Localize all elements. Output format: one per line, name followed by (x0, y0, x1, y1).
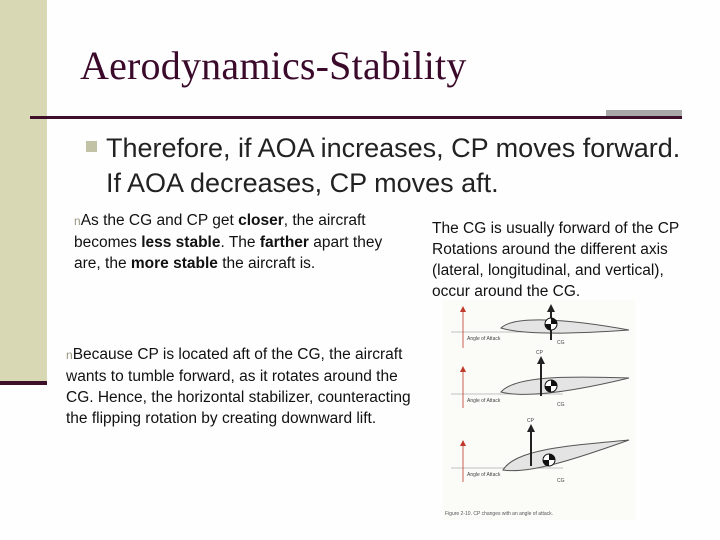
note-emphasis: closer (238, 212, 284, 229)
note-text: As the CG and CP get (80, 212, 239, 229)
note-text: the aircraft is. (217, 255, 316, 272)
square-bullet-icon (86, 141, 97, 152)
slide-title: Aerodynamics-Stability (80, 43, 467, 88)
note-emphasis: less stable (141, 234, 221, 251)
note-line: Rotations around the different axis (432, 241, 668, 258)
note-emphasis: more stable (130, 255, 218, 272)
airfoil-shape (501, 320, 629, 333)
airfoil-panel-mid-aoa (451, 350, 629, 408)
note-line: occur around the CG. (432, 283, 581, 300)
note-text: . The (220, 234, 260, 251)
arrow-head-icon (527, 424, 535, 432)
cg-label: CG (557, 402, 565, 408)
note-line: The CG is usually forward of the CP (432, 220, 680, 237)
note-cg-forward (432, 218, 720, 302)
aoa-label: Angle of Attack (467, 398, 501, 404)
main-bullet (86, 131, 686, 201)
bullet-marker: n (66, 348, 73, 362)
figure-caption: Figure 2-10. CP changes with an angle of attack. (445, 511, 554, 517)
note-emphasis: farther (259, 234, 309, 251)
note-text: Because CP is located aft of the CG, the aircraft wants to tumble forward, as it rotates around the CG. Hence, the horizontal stabilizer, counteracting the flipping rotation by creating downward lift. (66, 346, 411, 427)
left-accent-strip (0, 0, 47, 385)
arrow-head-icon (537, 356, 545, 364)
aoa-label: Angle of Attack (467, 472, 501, 478)
note-stability (74, 210, 404, 274)
note-text: , the aircraft becomes (74, 212, 366, 251)
title-rule (30, 116, 682, 119)
arrow-head-icon (547, 304, 555, 312)
note-cp-aft (66, 344, 411, 429)
note-text: apart they are, the (74, 234, 383, 272)
airfoil-panel-high-aoa (451, 418, 629, 484)
airfoil-shape (501, 377, 629, 394)
airfoil-panel-low-aoa (451, 304, 629, 348)
aoa-label: Angle of Attack (467, 336, 501, 342)
airfoil-shape (503, 440, 629, 471)
arrow-head-icon (460, 440, 466, 446)
bullet-marker: n (74, 214, 81, 228)
arrow-head-icon (460, 366, 466, 372)
cp-label: CP (527, 418, 534, 424)
cp-label: CP (536, 350, 543, 356)
cg-label: CG (557, 340, 565, 346)
note-line: (lateral, longitudinal, and vertical), (432, 262, 664, 279)
cg-label: CG (557, 478, 565, 484)
airfoil-diagram (443, 300, 635, 520)
accent-strip-base (0, 381, 47, 385)
main-bullet-text: Therefore, if AOA increases, CP moves forward. If AOA decreases, CP moves aft. (106, 133, 681, 198)
airfoil-cp-figure (443, 300, 635, 520)
arrow-head-icon (460, 306, 466, 312)
